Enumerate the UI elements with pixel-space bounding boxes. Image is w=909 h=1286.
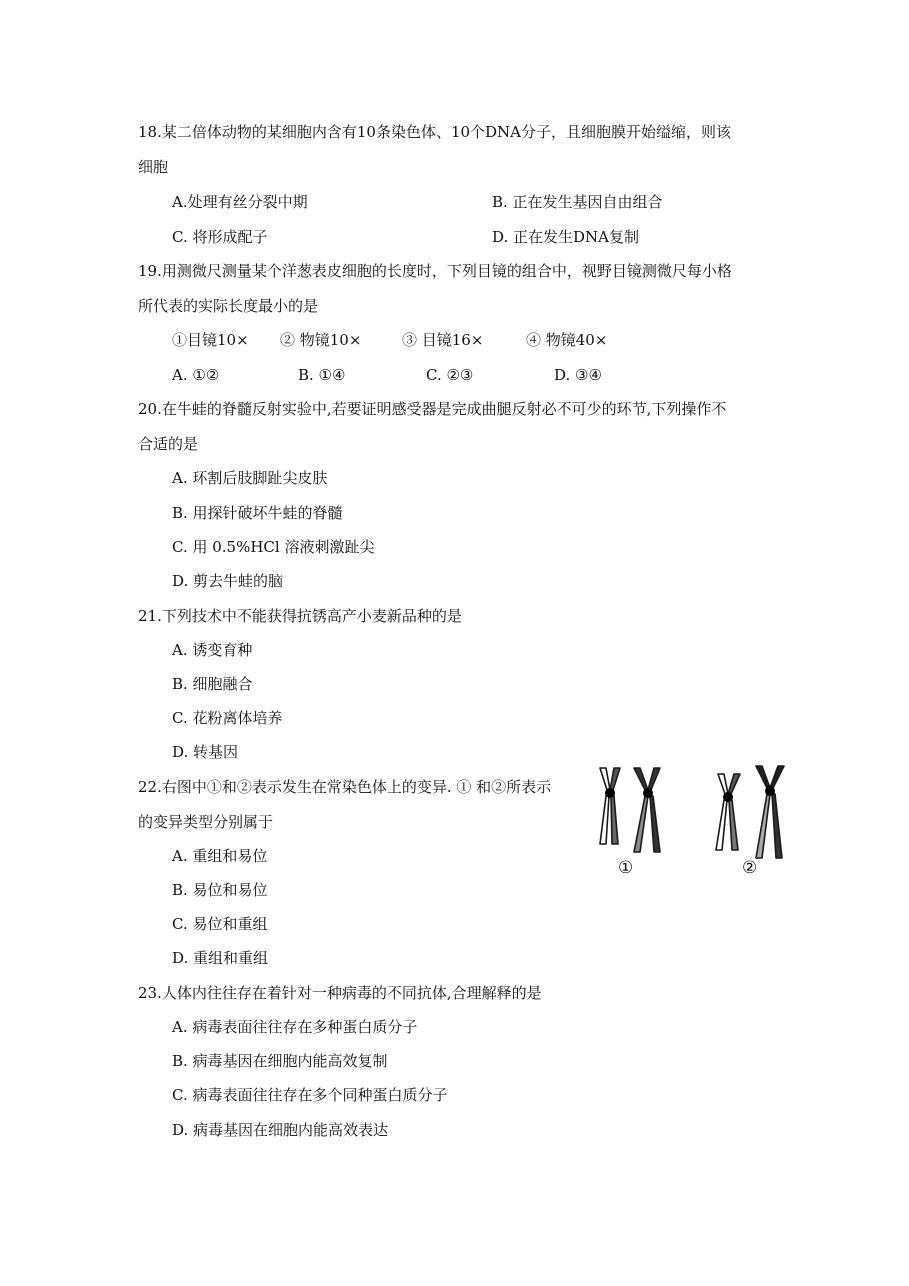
centromere <box>765 786 775 796</box>
q23-option-d: D. 病毒基因在细胞内能高效表达 <box>172 1121 389 1139</box>
q18-option-a: A.处理有丝分裂中期 <box>172 193 308 211</box>
q19-option-d: D. ③④ <box>554 366 602 384</box>
q21-option-a: A. 诱变育种 <box>172 641 253 659</box>
q23-option-c: C. 病毒表面往往存在多个同种蛋白质分子 <box>172 1086 448 1104</box>
q20-option-b: B. 用探针破坏牛蛙的脊髓 <box>172 504 343 522</box>
q19-option-a: A. ①② <box>172 366 220 384</box>
q19-stem-line1: 19.用测微尺测量某个洋葱表皮细胞的长度时，下列目镜的组合中，视野目镜测微尺每小格 <box>138 262 732 280</box>
q19-option-b: B. ①④ <box>298 366 346 384</box>
figure2-label: ② <box>742 858 758 878</box>
q22-stem-line2: 的变异类型分别属于 <box>138 813 274 831</box>
q20-option-c: C. 用 0.5%HCl 溶液刺激趾尖 <box>172 538 375 556</box>
q18-option-d: D. 正在发生DNA复制 <box>492 228 640 246</box>
q18-stem-line2: 细胞 <box>138 158 169 176</box>
q19-item-1: ①目镜10× <box>172 331 249 349</box>
q22-option-b: B. 易位和易位 <box>172 881 268 899</box>
q20-option-a: A. 环割后肢脚趾尖皮肤 <box>172 469 328 487</box>
chromosome-figure <box>590 762 790 882</box>
q22-stem-line1: 22.右图中①和②表示发生在常染色体上的变异. ① 和②所表示 <box>138 778 552 796</box>
q21-option-d: D. 转基因 <box>172 743 239 761</box>
q23-option-a: A. 病毒表面往往存在多种蛋白质分子 <box>172 1018 418 1036</box>
q18-option-c: C. 将形成配子 <box>172 228 268 246</box>
figure1-chromosomes <box>600 768 660 852</box>
q19-item-3: ③ 目镜16× <box>402 331 484 349</box>
q21-option-c: C. 花粉离体培养 <box>172 709 283 727</box>
q19-item-4: ④ 物镜40× <box>526 331 608 349</box>
q23-option-b: B. 病毒基因在细胞内能高效复制 <box>172 1052 388 1070</box>
q20-stem-line1: 20.在牛蛙的脊髓反射实验中,若要证明感受器是完成曲腿反射必不可少的环节,下列操作不 <box>138 400 727 418</box>
q19-option-c: C. ②③ <box>426 366 474 384</box>
figure1-label: ① <box>618 858 634 878</box>
q21-stem-line1: 21.下列技术中不能获得抗锈高产小麦新品种的是 <box>138 607 462 625</box>
centromere <box>643 788 653 798</box>
q22-option-a: A. 重组和易位 <box>172 847 268 865</box>
centromere <box>605 788 615 798</box>
q20-stem-line2: 合适的是 <box>138 435 199 453</box>
figure2-chromosomes <box>716 766 784 858</box>
q21-option-b: B. 细胞融合 <box>172 675 253 693</box>
q18-option-b: B. 正在发生基因自由组合 <box>492 193 663 211</box>
centromere <box>723 792 733 802</box>
q19-stem-line2: 所代表的实际长度最小的是 <box>138 297 319 315</box>
q19-item-2: ② 物镜10× <box>280 331 362 349</box>
q18-stem-line1: 18.某二倍体动物的某细胞内含有10条染色体、10个DNA分子，且细胞膜开始缢缩，则该 <box>138 123 732 141</box>
q22-option-d: D. 重组和重组 <box>172 949 269 967</box>
q20-option-d: D. 剪去牛蛙的脑 <box>172 572 284 590</box>
q23-stem-line1: 23.人体内往往存在着针对一种病毒的不同抗体,合理解释的是 <box>138 984 542 1002</box>
q22-option-c: C. 易位和重组 <box>172 915 268 933</box>
